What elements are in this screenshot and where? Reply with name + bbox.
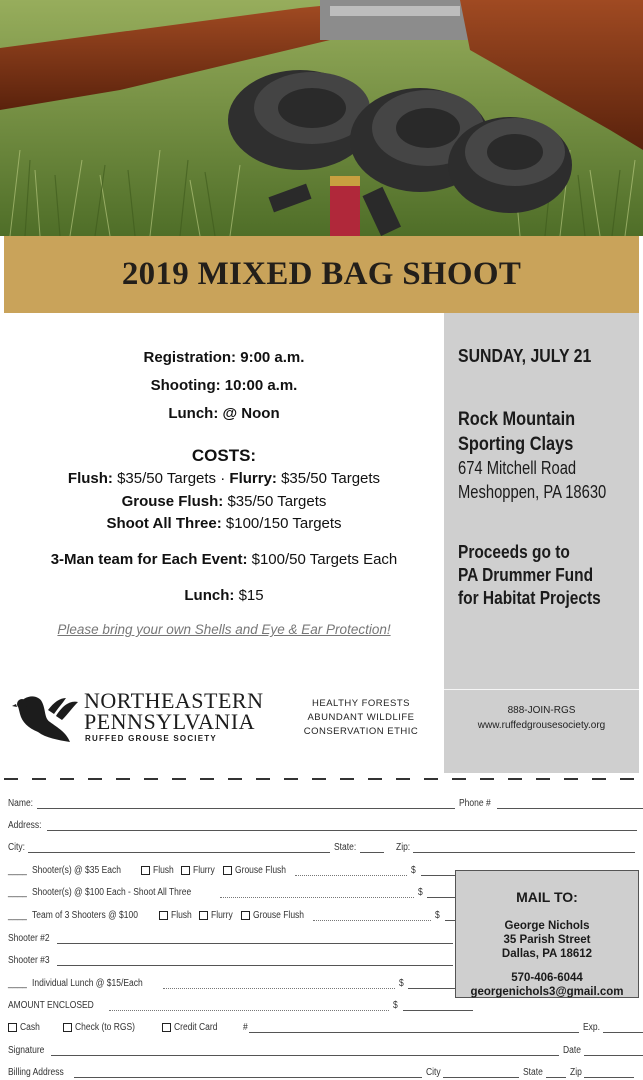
page-title: 2019 MIXED BAG SHOOT	[121, 256, 522, 292]
team-flurry-checkbox[interactable]	[199, 911, 208, 920]
shooter3-label: Shooter #3	[8, 955, 50, 966]
dot-leader	[295, 866, 407, 876]
grouse-value: $35/50 Targets	[227, 493, 327, 510]
org-name-line1: NORTHEASTERN	[84, 688, 264, 713]
shooter2-row	[8, 930, 453, 944]
contact-phone: 888-JOIN-RGS	[507, 705, 576, 716]
cash-checkbox[interactable]	[8, 1023, 17, 1032]
shooter3-row	[8, 952, 453, 966]
hero-photo	[0, 0, 643, 236]
billing-state-label: State	[522, 1067, 543, 1078]
flush-label: Flush:	[67, 470, 113, 487]
team-grouse-label: Grouse Flush	[252, 910, 304, 921]
billing-state-field[interactable]	[546, 1068, 566, 1078]
flush-flurry-line	[4, 470, 444, 487]
venue-address1: 674 Mitchell Road	[458, 458, 577, 478]
city-label: City:	[8, 842, 25, 853]
cash-label: Cash	[20, 1022, 40, 1033]
dot-leader	[313, 911, 431, 921]
event-details-panel	[444, 313, 639, 773]
amount-row	[8, 997, 473, 1011]
team-form-label: Team of 3 Shooters @ $100	[32, 910, 139, 921]
phone-field[interactable]	[497, 799, 643, 809]
proceeds-line2: PA Drummer Fund	[458, 565, 594, 585]
grouse-checkbox[interactable]	[223, 866, 232, 875]
org-name-line2: PENNSYLVANIA	[84, 709, 256, 734]
lunch-cost-label: Lunch:	[184, 587, 235, 604]
shotgun-and-clays-illustration	[0, 0, 643, 236]
shooters35-label: Shooter(s) @ $35 Each	[32, 865, 122, 876]
team-value: $100/50 Targets Each	[251, 551, 398, 568]
zip-field[interactable]	[413, 843, 635, 853]
credit-checkbox[interactable]	[162, 1023, 171, 1032]
date-label: Date	[562, 1045, 581, 1056]
check-label: Check (to RGS)	[75, 1022, 136, 1033]
flurry-option-label: Flurry	[193, 865, 216, 876]
signature-field[interactable]	[51, 1046, 559, 1056]
lunch-time: @ Noon	[222, 405, 280, 422]
org-tagline	[296, 697, 426, 739]
credit-label: Credit Card	[173, 1022, 218, 1033]
phone-label: Phone #	[459, 798, 492, 809]
date-field[interactable]	[584, 1046, 643, 1056]
lunch-cost-value: $15	[238, 587, 264, 604]
shooters35-qty[interactable]: ____	[8, 865, 27, 876]
billing-zip-label: Zip	[570, 1067, 583, 1078]
state-field[interactable]	[360, 843, 384, 853]
lunch-cost-line	[4, 587, 444, 604]
flush-option-label: Flush	[152, 865, 174, 876]
bring-note: Please bring your own Shells and Eye & Ear Protection!	[57, 622, 391, 637]
team-grouse-checkbox[interactable]	[241, 911, 250, 920]
tagline-3: CONSERVATION ETHIC	[303, 726, 419, 737]
exp-label: Exp.	[582, 1022, 600, 1033]
lunch-time-line	[4, 405, 444, 422]
shooting-label: Shooting:	[150, 377, 221, 394]
venue-line1: Rock Mountain	[458, 409, 576, 430]
grouse-label: Grouse Flush:	[121, 493, 224, 510]
billing-city-field[interactable]	[443, 1068, 519, 1078]
panel-divider	[444, 689, 639, 690]
shooting-line	[4, 377, 444, 394]
org-logo	[10, 688, 290, 748]
dot-leader	[109, 1001, 389, 1011]
dot-leader	[220, 888, 414, 898]
mail-name: George Nichols	[504, 920, 590, 932]
all-three-label: Shoot All Three:	[106, 515, 222, 532]
dollar-sign: $	[398, 978, 404, 989]
mail-to-heading: MAIL TO:	[516, 889, 578, 905]
flurry-value: $35/50 Targets	[281, 470, 381, 487]
shooter3-field[interactable]	[57, 956, 453, 966]
amount-label: AMOUNT ENCLOSED	[8, 1000, 94, 1011]
lunch-row	[8, 975, 478, 989]
org-subtitle: RUFFED GROUSE SOCIETY	[85, 734, 217, 743]
card-number-field[interactable]	[249, 1023, 579, 1033]
check-checkbox[interactable]	[63, 1023, 72, 1032]
card-number-label: #	[243, 1022, 248, 1033]
flurry-label: Flurry:	[229, 470, 277, 487]
zip-label: Zip:	[396, 842, 411, 853]
title-band	[4, 236, 639, 313]
name-row	[8, 795, 643, 809]
separator: ·	[216, 470, 230, 487]
team-label: 3-Man team for Each Event:	[50, 551, 248, 568]
billing-city-label: City	[425, 1067, 441, 1078]
contact-website[interactable]: www.ruffedgrousesociety.org	[477, 720, 606, 731]
address-row	[8, 817, 637, 831]
shooting-time: 10:00 a.m.	[224, 377, 298, 394]
lunch-form-label: Individual Lunch @ $15/Each	[32, 978, 143, 989]
team-qty[interactable]: ____	[8, 910, 27, 921]
address-field[interactable]	[47, 821, 637, 831]
costs-heading: COSTS:	[191, 446, 257, 465]
registration-time: 9:00 a.m.	[240, 349, 305, 366]
mail-to-box	[455, 870, 639, 998]
team-flush-checkbox[interactable]	[159, 911, 168, 920]
shooters100-label: Shooter(s) @ $100 Each - Shoot All Three	[32, 887, 192, 898]
exp-field[interactable]	[603, 1023, 643, 1033]
mail-email[interactable]: georgenichols3@gmail.com	[470, 986, 624, 998]
payment-row	[8, 1019, 643, 1033]
city-field[interactable]	[28, 843, 330, 853]
dollar-sign: $	[392, 1000, 398, 1011]
all-three-value: $100/150 Targets	[225, 515, 342, 532]
shooter2-label: Shooter #2	[8, 933, 50, 944]
billing-field[interactable]	[74, 1068, 422, 1078]
venue-line2: Sporting Clays	[458, 434, 574, 455]
name-label: Name:	[8, 798, 34, 809]
grouse-icon	[10, 688, 80, 746]
billing-zip-field[interactable]	[584, 1068, 634, 1078]
team-flurry-label: Flurry	[211, 910, 234, 921]
flush-checkbox[interactable]	[141, 866, 150, 875]
dollar-sign: $	[410, 865, 416, 876]
city-row	[8, 839, 635, 853]
billing-label: Billing Address	[8, 1067, 64, 1078]
mail-street: 35 Parish Street	[503, 934, 591, 946]
proceeds-line1: Proceeds go to	[458, 542, 570, 562]
team-row	[8, 907, 515, 921]
event-date: SUNDAY, JULY 21	[458, 346, 592, 366]
lunch-qty[interactable]: ____	[8, 978, 27, 989]
shooter2-field[interactable]	[57, 934, 453, 944]
signature-label: Signature	[8, 1045, 45, 1056]
registration-line	[4, 349, 444, 366]
proceeds-line3: for Habitat Projects	[458, 588, 601, 608]
registration-label: Registration:	[143, 349, 237, 366]
flush-value: $35/50 Targets	[117, 470, 217, 487]
grouse-option-label: Grouse Flush	[234, 865, 286, 876]
dollar-sign: $	[434, 910, 440, 921]
mail-city: Dallas, PA 18612	[501, 948, 593, 960]
team-flush-label: Flush	[170, 910, 192, 921]
venue-address2: Meshoppen, PA 18630	[458, 482, 607, 502]
dot-leader	[163, 979, 395, 989]
state-label: State:	[334, 842, 357, 853]
shooters100-qty[interactable]: ____	[8, 887, 27, 898]
address-label: Address:	[8, 820, 42, 831]
shooters100-row	[8, 884, 497, 898]
amount-field[interactable]	[403, 1001, 473, 1011]
tagline-2: ABUNDANT WILDLIFE	[307, 712, 415, 723]
billing-row	[8, 1064, 634, 1078]
all-three-line	[4, 515, 444, 532]
flurry-checkbox[interactable]	[181, 866, 190, 875]
name-field[interactable]	[37, 799, 455, 809]
lunch-label: Lunch:	[168, 405, 219, 422]
shooters35-row	[8, 862, 491, 876]
team-line	[4, 551, 444, 568]
dollar-sign: $	[417, 887, 423, 898]
grouse-flush-line	[4, 493, 444, 510]
tagline-1: HEALTHY FORESTS	[312, 698, 410, 709]
mail-phone: 570-406-6044	[511, 972, 583, 984]
signature-row	[8, 1042, 643, 1056]
